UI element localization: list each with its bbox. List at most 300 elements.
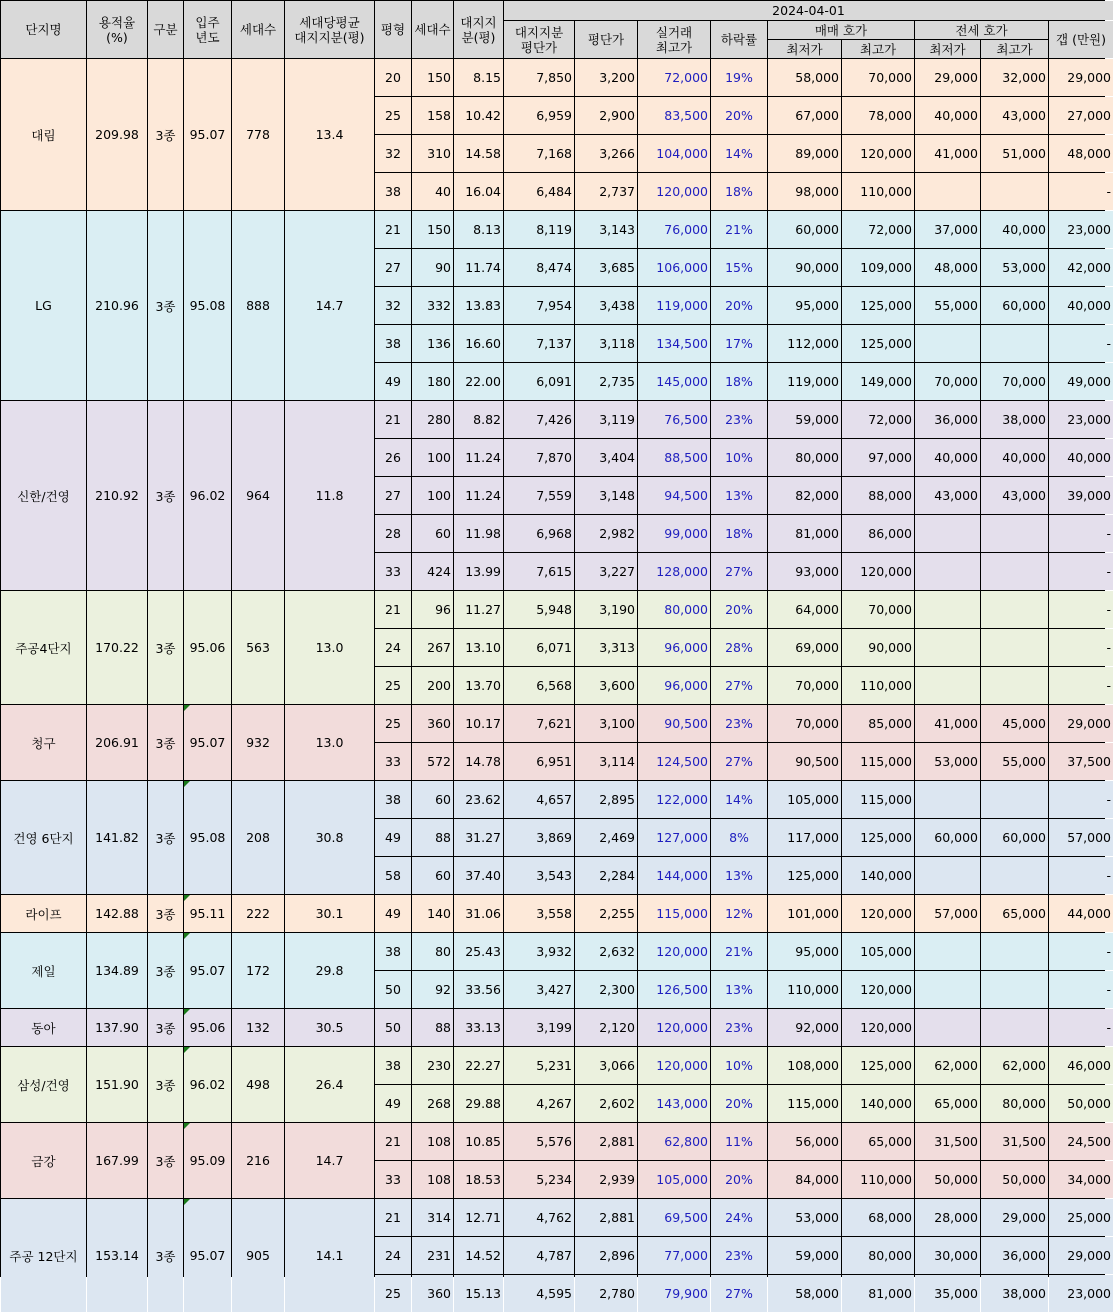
cell-jeonse-min: 60,000 [915,819,980,856]
header-households: 세대수 [232,1,284,58]
cell-land-unit-price: 3,199 [504,1009,574,1046]
cell-gap: 37,500 [1049,743,1113,780]
cell-pyeong: 28 [375,515,411,552]
cell-land-unit-price: 7,168 [504,135,574,172]
cell-pyeong: 38 [375,325,411,362]
cell-land-share: 25.43 [454,933,503,970]
group-floor-area-ratio: 142.88 [87,895,147,932]
cell-gap: - [1049,781,1113,818]
cell-pyeong: 33 [375,1161,411,1198]
cell-max-trade: 76,500 [638,401,710,438]
cell-drop-rate: 21% [711,211,767,248]
cell-jeonse-max: 60,000 [981,819,1048,856]
cell-max-trade: 105,000 [638,1161,710,1198]
cell-jeonse-max: 40,000 [981,211,1048,248]
cell-sale-min: 93,000 [768,553,841,590]
cell-jeonse-max [981,591,1048,628]
cell-sale-min: 69,000 [768,629,841,666]
cell-max-trade: 119,000 [638,287,710,324]
cell-pyeong-price: 3,266 [575,135,637,172]
cell-land-unit-price: 3,932 [504,933,574,970]
cell-drop-rate: 23% [711,705,767,742]
cell-jeonse-max: 65,000 [981,895,1048,932]
cell-pyeong-price: 2,255 [575,895,637,932]
cell-jeonse-min [915,933,980,970]
cell-sale-min: 58,000 [768,1275,841,1312]
group-complex-name: 신한/건영 [1,401,86,590]
cell-sale-max: 110,000 [842,667,914,704]
cell-pyeong: 32 [375,287,411,324]
cell-sale-max: 109,000 [842,249,914,286]
cell-pyeong-price: 3,227 [575,553,637,590]
group-floor-area-ratio: 167.99 [87,1123,147,1198]
header-gap: 갭 (만원) [1049,21,1113,58]
cell-units: 88 [412,819,453,856]
group-complex-name: 삼성/건영 [1,1047,86,1122]
cell-land-unit-price: 3,427 [504,971,574,1008]
cell-jeonse-min: 29,000 [915,59,980,96]
cell-drop-rate: 8% [711,819,767,856]
cell-units: 60 [412,857,453,894]
cell-gap: 34,000 [1049,1161,1113,1198]
cell-land-unit-price: 5,576 [504,1123,574,1160]
group-move-in-year: 95.07 [184,59,231,210]
cell-land-share: 10.17 [454,705,503,742]
cell-gap: 49,000 [1049,363,1113,400]
cell-land-share: 14.52 [454,1237,503,1274]
cell-max-trade: 88,500 [638,439,710,476]
group-move-in-year: 95.06 [184,591,231,704]
group-move-in-year: 95.07 [184,705,231,780]
cell-max-trade: 120,000 [638,933,710,970]
cell-pyeong-price: 2,632 [575,933,637,970]
cell-sale-min: 110,000 [768,971,841,1008]
cell-sale-max: 72,000 [842,401,914,438]
cell-sale-max: 81,000 [842,1275,914,1312]
cell-jeonse-max [981,629,1048,666]
cell-max-trade: 120,000 [638,1009,710,1046]
cell-pyeong: 21 [375,1199,411,1236]
cell-pyeong-price: 2,939 [575,1161,637,1198]
cell-max-trade: 72,000 [638,59,710,96]
cell-units: 158 [412,97,453,134]
cell-land-unit-price: 3,543 [504,857,574,894]
cell-max-trade: 120,000 [638,173,710,210]
cell-sale-max: 125,000 [842,325,914,362]
cell-pyeong: 38 [375,173,411,210]
cell-jeonse-max: 70,000 [981,363,1048,400]
cell-pyeong: 25 [375,97,411,134]
cell-jeonse-min: 50,000 [915,1161,980,1198]
group-zone: 3종 [148,1123,183,1198]
cell-pyeong: 33 [375,553,411,590]
group-avg-land-share: 30.5 [285,1009,374,1046]
cell-max-trade: 90,500 [638,705,710,742]
cell-pyeong: 49 [375,819,411,856]
cell-land-share: 8.15 [454,59,503,96]
cell-land-unit-price: 4,787 [504,1237,574,1274]
cell-jeonse-min [915,629,980,666]
cell-gap: 46,000 [1049,1047,1113,1084]
cell-drop-rate: 13% [711,971,767,1008]
group-move-in-year: 95.09 [184,1123,231,1198]
cell-land-share: 37.40 [454,857,503,894]
group-complex-name: 주공 12단지 [1,1199,86,1312]
cell-pyeong-price: 3,118 [575,325,637,362]
cell-drop-rate: 14% [711,135,767,172]
cell-land-share: 23.62 [454,781,503,818]
cell-max-trade: 80,000 [638,591,710,628]
cell-land-unit-price: 6,484 [504,173,574,210]
cell-jeonse-min [915,515,980,552]
cell-units: 268 [412,1085,453,1122]
cell-pyeong-price: 2,284 [575,857,637,894]
cell-land-unit-price: 8,474 [504,249,574,286]
cell-jeonse-min: 62,000 [915,1047,980,1084]
cell-land-share: 10.85 [454,1123,503,1160]
cell-max-trade: 79,900 [638,1275,710,1312]
cell-pyeong-price: 3,100 [575,705,637,742]
cell-max-trade: 134,500 [638,325,710,362]
cell-land-share: 8.82 [454,401,503,438]
header-zone: 구분 [148,1,183,58]
cell-max-trade: 96,000 [638,629,710,666]
cell-jeonse-min: 36,000 [915,401,980,438]
cell-sale-max: 105,000 [842,933,914,970]
cell-jeonse-max [981,781,1048,818]
cell-sale-max: 90,000 [842,629,914,666]
cell-pyeong-price: 3,190 [575,591,637,628]
cell-pyeong-price: 2,300 [575,971,637,1008]
cell-jeonse-min: 40,000 [915,439,980,476]
cell-sale-max: 140,000 [842,857,914,894]
cell-units: 60 [412,515,453,552]
cell-land-unit-price: 6,968 [504,515,574,552]
group-households: 888 [232,211,284,400]
cell-sale-max: 70,000 [842,59,914,96]
cell-units: 200 [412,667,453,704]
cell-pyeong: 58 [375,857,411,894]
cell-pyeong: 50 [375,1009,411,1046]
cell-pyeong-price: 3,438 [575,287,637,324]
cell-land-unit-price: 8,119 [504,211,574,248]
group-floor-area-ratio: 141.82 [87,781,147,894]
cell-jeonse-max [981,515,1048,552]
cell-sale-max: 120,000 [842,135,914,172]
cell-pyeong: 24 [375,629,411,666]
cell-pyeong-price: 2,900 [575,97,637,134]
cell-units: 150 [412,59,453,96]
cell-gap: 23,000 [1049,1275,1113,1312]
cell-land-unit-price: 4,657 [504,781,574,818]
cell-land-share: 13.83 [454,287,503,324]
cell-land-share: 12.71 [454,1199,503,1236]
group-floor-area-ratio: 170.22 [87,591,147,704]
group-households: 563 [232,591,284,704]
cell-gap: 25,000 [1049,1199,1113,1236]
cell-land-share: 33.56 [454,971,503,1008]
cell-jeonse-min [915,971,980,1008]
cell-drop-rate: 20% [711,97,767,134]
cell-sale-min: 98,000 [768,173,841,210]
cell-units: 231 [412,1237,453,1274]
group-move-in-year: 95.08 [184,211,231,400]
cell-units: 88 [412,1009,453,1046]
group-move-in-year: 95.08 [184,781,231,894]
cell-max-trade: 96,000 [638,667,710,704]
cell-jeonse-min: 28,000 [915,1199,980,1236]
cell-max-trade: 145,000 [638,363,710,400]
cell-jeonse-min [915,553,980,590]
cell-max-trade: 83,500 [638,97,710,134]
cell-jeonse-min: 55,000 [915,287,980,324]
cell-pyeong: 38 [375,781,411,818]
cell-land-share: 8.13 [454,211,503,248]
cell-jeonse-max: 43,000 [981,477,1048,514]
cell-units: 100 [412,439,453,476]
group-floor-area-ratio: 137.90 [87,1009,147,1046]
cell-land-share: 33.13 [454,1009,503,1046]
cell-gap: 27,000 [1049,97,1113,134]
cell-jeonse-min: 41,000 [915,705,980,742]
group-zone: 3종 [148,895,183,932]
cell-jeonse-max [981,1009,1048,1046]
cell-land-unit-price: 5,234 [504,1161,574,1198]
cell-gap: 29,000 [1049,59,1113,96]
cell-land-share: 11.27 [454,591,503,628]
group-move-in-year: 96.02 [184,401,231,590]
cell-land-unit-price: 7,559 [504,477,574,514]
group-zone: 3종 [148,1199,183,1312]
cell-land-unit-price: 4,595 [504,1275,574,1312]
cell-jeonse-max: 29,000 [981,1199,1048,1236]
cell-max-trade: 69,500 [638,1199,710,1236]
cell-land-share: 31.06 [454,895,503,932]
cell-units: 108 [412,1161,453,1198]
cell-pyeong-price: 3,600 [575,667,637,704]
cell-units: 572 [412,743,453,780]
cell-gap: 44,000 [1049,895,1113,932]
cell-land-unit-price: 7,137 [504,325,574,362]
cell-sale-max: 80,000 [842,1237,914,1274]
cell-land-share: 14.78 [454,743,503,780]
cell-sale-min: 64,000 [768,591,841,628]
cell-gap: 42,000 [1049,249,1113,286]
cell-jeonse-max [981,173,1048,210]
cell-pyeong-price: 2,780 [575,1275,637,1312]
cell-drop-rate: 24% [711,1199,767,1236]
cell-max-trade: 106,000 [638,249,710,286]
group-move-in-year: 95.07 [184,933,231,1008]
cell-drop-rate: 27% [711,667,767,704]
cell-max-trade: 128,000 [638,553,710,590]
cell-land-unit-price: 6,959 [504,97,574,134]
cell-jeonse-max: 38,000 [981,401,1048,438]
cell-max-trade: 99,000 [638,515,710,552]
group-households: 905 [232,1199,284,1312]
cell-sale-min: 56,000 [768,1123,841,1160]
cell-pyeong: 49 [375,895,411,932]
header-land-share: 대지지 분(평) [454,1,503,58]
cell-drop-rate: 21% [711,933,767,970]
cell-jeonse-min [915,667,980,704]
cell-sale-min: 95,000 [768,287,841,324]
group-avg-land-share: 14.7 [285,1123,374,1198]
group-complex-name: 건영 6단지 [1,781,86,894]
cell-land-unit-price: 5,231 [504,1047,574,1084]
cell-gap: - [1049,553,1113,590]
cell-jeonse-max: 80,000 [981,1085,1048,1122]
cell-pyeong-price: 2,737 [575,173,637,210]
cell-jeonse-min: 43,000 [915,477,980,514]
cell-sale-max: 120,000 [842,895,914,932]
cell-gap: 23,000 [1049,211,1113,248]
group-avg-land-share: 14.1 [285,1199,374,1312]
cell-sale-max: 110,000 [842,173,914,210]
cell-pyeong-price: 2,982 [575,515,637,552]
cell-land-share: 13.10 [454,629,503,666]
cell-max-trade: 104,000 [638,135,710,172]
cell-pyeong-price: 3,066 [575,1047,637,1084]
cell-jeonse-min: 41,000 [915,135,980,172]
cell-gap: 29,000 [1049,705,1113,742]
cell-jeonse-max: 40,000 [981,439,1048,476]
cell-pyeong: 27 [375,249,411,286]
group-move-in-year: 95.07 [184,1199,231,1312]
group-floor-area-ratio: 210.96 [87,211,147,400]
group-complex-name: 금강 [1,1123,86,1198]
cell-drop-rate: 20% [711,1161,767,1198]
cell-pyeong: 49 [375,1085,411,1122]
cell-land-share: 31.27 [454,819,503,856]
cell-gap: - [1049,591,1113,628]
cell-jeonse-min [915,1009,980,1046]
cell-max-trade: 144,000 [638,857,710,894]
cell-gap: - [1049,857,1113,894]
cell-sale-max: 120,000 [842,971,914,1008]
header-sale-min: 최저가 [768,40,841,58]
cell-units: 267 [412,629,453,666]
group-zone: 3종 [148,933,183,1008]
header-jeonse-quote: 전세 호가 [915,21,1048,39]
cell-max-trade: 120,000 [638,1047,710,1084]
group-households: 778 [232,59,284,210]
cell-land-share: 16.60 [454,325,503,362]
cell-jeonse-max: 43,000 [981,97,1048,134]
cell-max-trade: 94,500 [638,477,710,514]
group-households: 132 [232,1009,284,1046]
cell-max-trade: 122,000 [638,781,710,818]
cell-jeonse-max: 45,000 [981,705,1048,742]
cell-land-unit-price: 3,869 [504,819,574,856]
cell-sale-max: 149,000 [842,363,914,400]
cell-sale-min: 90,000 [768,249,841,286]
cell-gap: 50,000 [1049,1085,1113,1122]
group-complex-name: 대림 [1,59,86,210]
group-zone: 3종 [148,1009,183,1046]
cell-pyeong-price: 3,119 [575,401,637,438]
header-floor-area-ratio: 용적율 (%) [87,1,147,58]
cell-drop-rate: 13% [711,857,767,894]
cell-land-unit-price: 7,850 [504,59,574,96]
group-households: 222 [232,895,284,932]
cell-drop-rate: 27% [711,1275,767,1312]
cell-units: 96 [412,591,453,628]
cell-drop-rate: 10% [711,439,767,476]
cell-units: 310 [412,135,453,172]
cell-jeonse-max [981,325,1048,362]
cell-units: 360 [412,1275,453,1312]
group-households: 172 [232,933,284,1008]
cell-jeonse-min: 65,000 [915,1085,980,1122]
cell-units: 332 [412,287,453,324]
cell-sale-min: 80,000 [768,439,841,476]
cell-pyeong: 21 [375,1123,411,1160]
cell-pyeong: 24 [375,1237,411,1274]
group-households: 932 [232,705,284,780]
cell-sale-min: 67,000 [768,97,841,134]
cell-max-trade: 62,800 [638,1123,710,1160]
cell-sale-max: 85,000 [842,705,914,742]
cell-pyeong-price: 2,881 [575,1123,637,1160]
cell-jeonse-min [915,591,980,628]
cell-pyeong: 33 [375,743,411,780]
cell-sale-max: 97,000 [842,439,914,476]
cell-units: 180 [412,363,453,400]
group-move-in-year: 95.06 [184,1009,231,1046]
header-max-trade: 실거래 최고가 [638,21,710,58]
cell-sale-min: 90,500 [768,743,841,780]
cell-land-share: 22.00 [454,363,503,400]
cell-pyeong: 38 [375,1047,411,1084]
cell-jeonse-max: 36,000 [981,1237,1048,1274]
cell-pyeong: 20 [375,59,411,96]
cell-land-unit-price: 7,870 [504,439,574,476]
cell-jeonse-max [981,667,1048,704]
cell-jeonse-min: 40,000 [915,97,980,134]
cell-land-share: 13.99 [454,553,503,590]
group-avg-land-share: 26.4 [285,1047,374,1122]
cell-sale-max: 88,000 [842,477,914,514]
cell-sale-min: 115,000 [768,1085,841,1122]
cell-max-trade: 143,000 [638,1085,710,1122]
cell-jeonse-max: 32,000 [981,59,1048,96]
cell-jeonse-min [915,173,980,210]
cell-units: 150 [412,211,453,248]
cell-drop-rate: 20% [711,1085,767,1122]
cell-pyeong: 25 [375,667,411,704]
cell-drop-rate: 23% [711,1237,767,1274]
cell-drop-rate: 14% [711,781,767,818]
cell-max-trade: 115,000 [638,895,710,932]
cell-jeonse-max: 62,000 [981,1047,1048,1084]
group-move-in-year: 95.11 [184,895,231,932]
cell-land-share: 11.98 [454,515,503,552]
cell-units: 90 [412,249,453,286]
cell-sale-min: 70,000 [768,667,841,704]
cell-gap: - [1049,515,1113,552]
cell-land-unit-price: 3,558 [504,895,574,932]
cell-sale-min: 95,000 [768,933,841,970]
group-floor-area-ratio: 206.91 [87,705,147,780]
header-complex-name: 단지명 [1,1,86,58]
cell-drop-rate: 17% [711,325,767,362]
cell-pyeong-price: 3,200 [575,59,637,96]
cell-sale-min: 112,000 [768,325,841,362]
group-households: 498 [232,1047,284,1122]
cell-sale-min: 81,000 [768,515,841,552]
header-avg-land-share: 세대당평균 대지지분(평) [285,1,374,58]
